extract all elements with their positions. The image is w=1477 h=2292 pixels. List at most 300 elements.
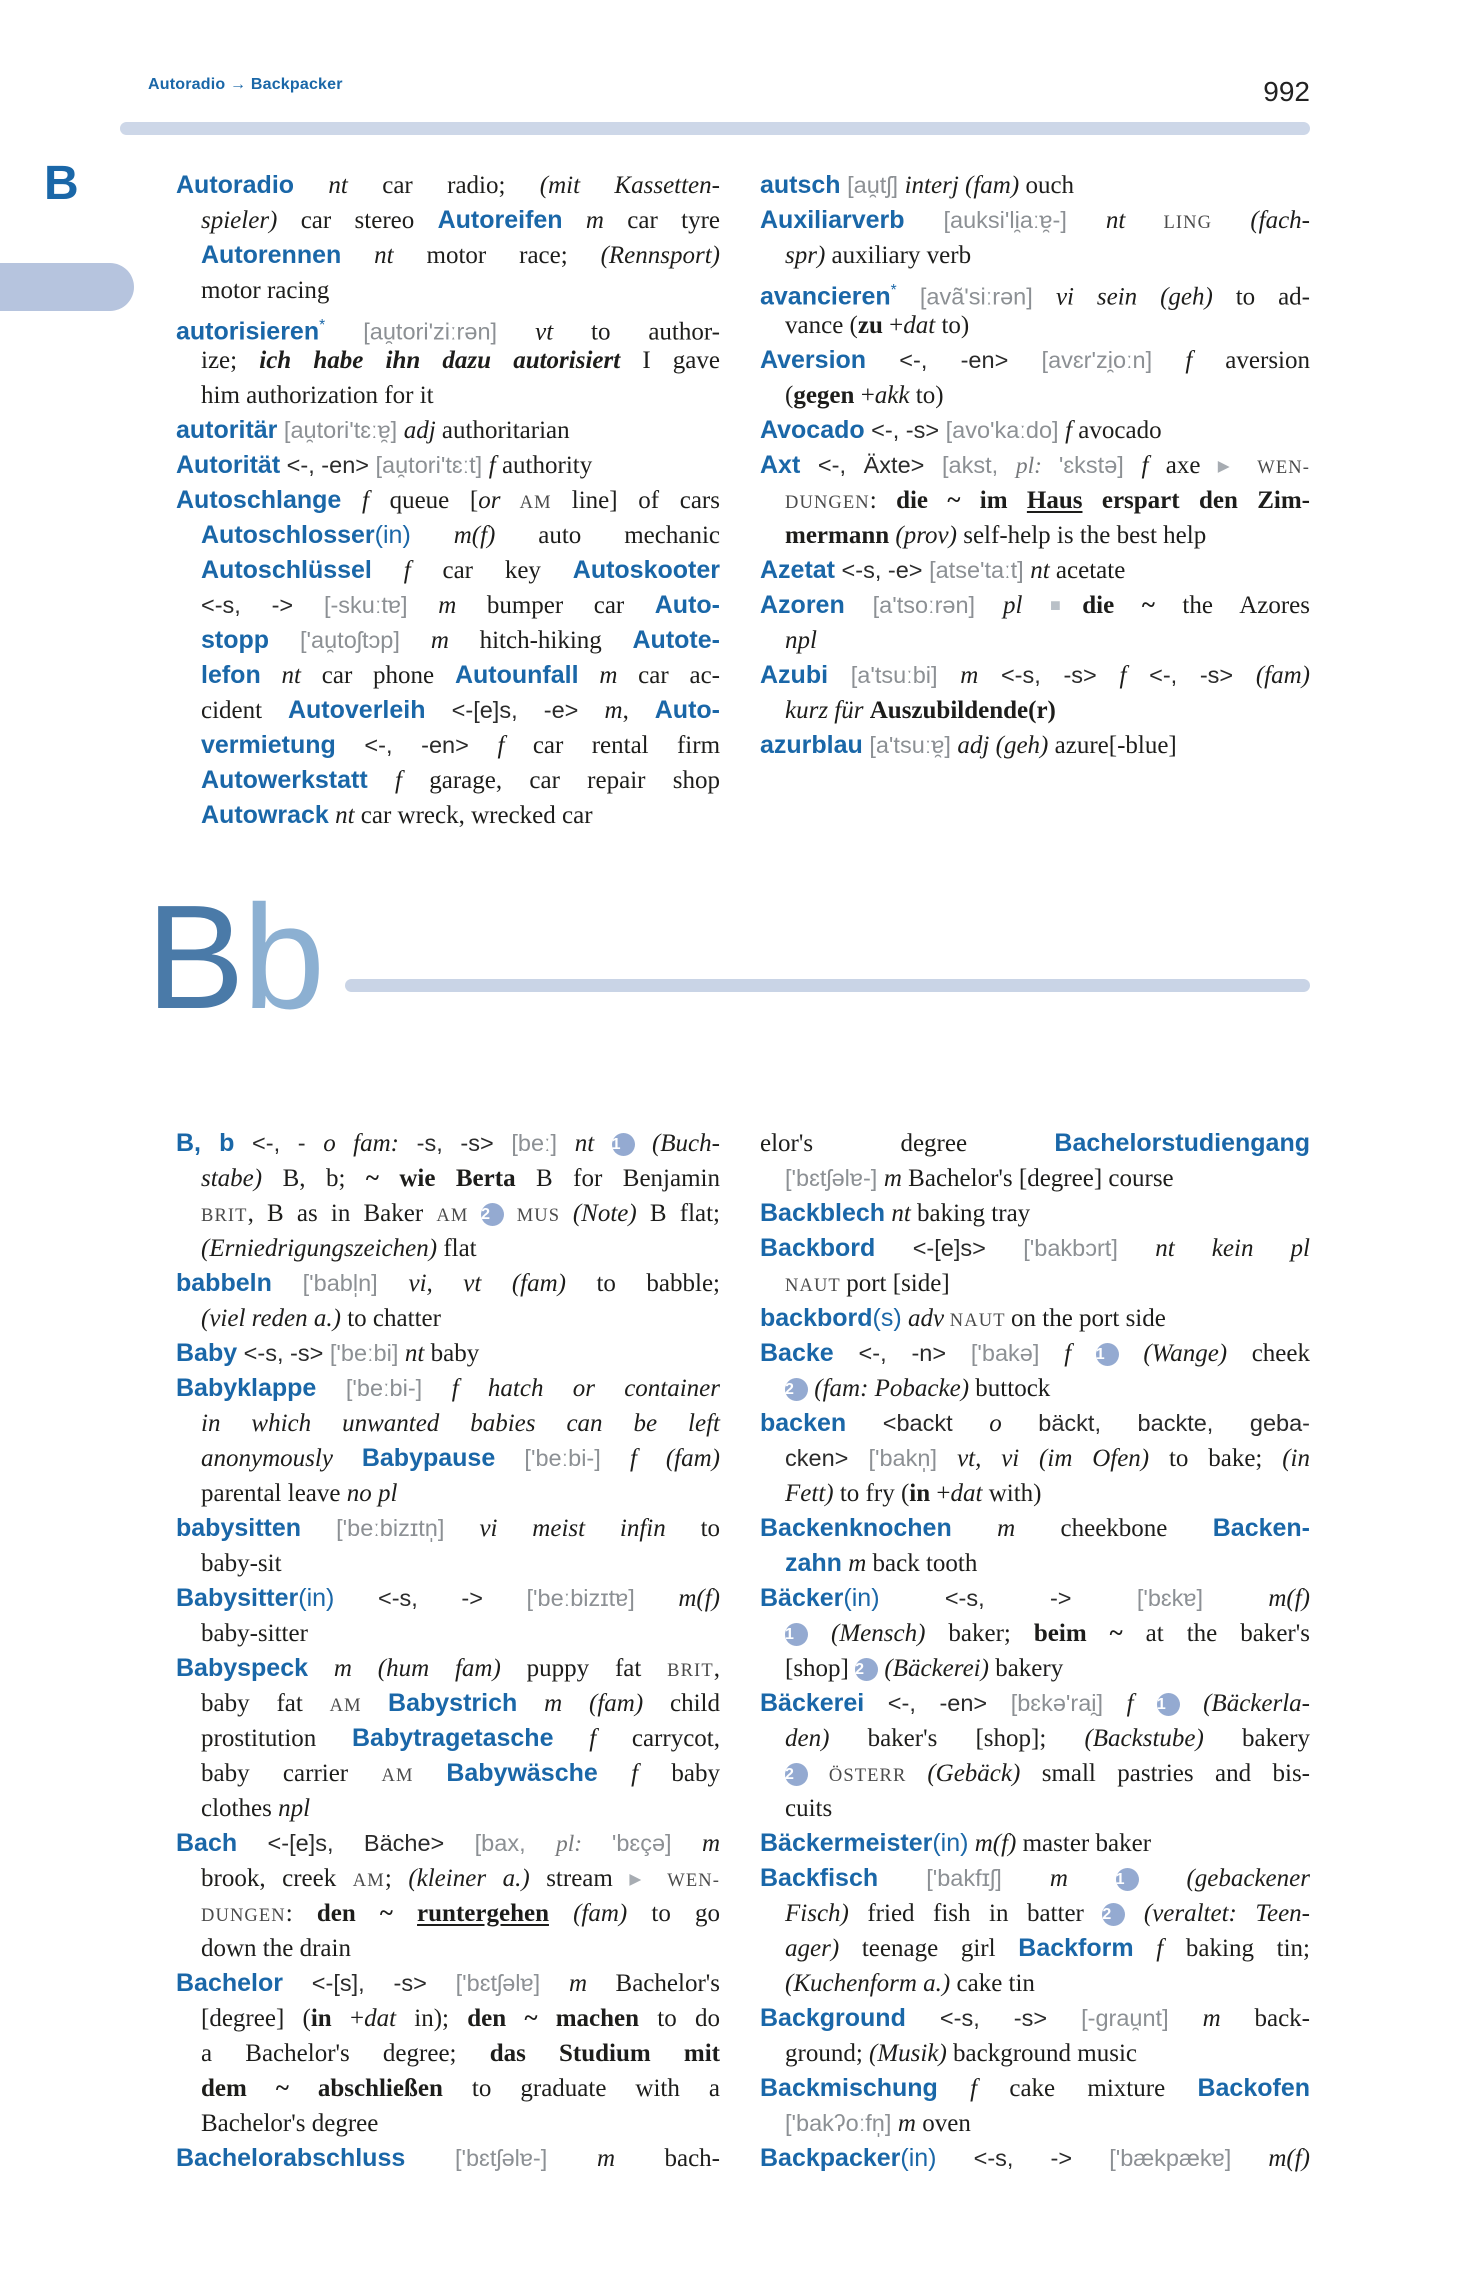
sense-number-badge: 2 (481, 1203, 504, 1226)
dictionary-line (760, 1441, 1310, 1476)
usage-region-label: AM (500, 493, 572, 513)
text-run: the Azores (1154, 592, 1311, 619)
dictionary-line (760, 518, 1310, 553)
text-run: buttock (975, 1375, 1051, 1402)
dictionary-line (760, 588, 1310, 623)
sense-label-italic: f (367, 767, 430, 794)
text-run: : (285, 1900, 317, 1927)
text-run: a Bachelor's degree; (201, 2040, 490, 2067)
sense-label-italic: (fach- (1250, 207, 1311, 234)
dictionary-line (176, 273, 720, 308)
usage-region-label: BRIT (201, 1206, 248, 1226)
sense-label-italic: m(f) (410, 522, 539, 549)
text-run: oven (922, 2110, 971, 2137)
headword: azurblau (760, 731, 863, 759)
dictionary-line (176, 1406, 720, 1441)
dictionary-line (760, 1336, 1310, 1371)
sense-label-italic: m (hum fam) (308, 1655, 527, 1682)
headword: babbeln (176, 1269, 272, 1297)
sense-label-italic: m (1049, 1865, 1116, 1892)
dictionary-line (176, 378, 720, 413)
headword: Backofen (1197, 2074, 1310, 2102)
headword: stopp (201, 626, 270, 654)
sense-label-italic: f (1141, 452, 1166, 479)
headword: babysitten (176, 1514, 302, 1542)
text-run: bumper car (486, 592, 655, 619)
sense-label-italic: (Buch- (634, 1130, 720, 1157)
sense-number-badge: 1 (1096, 1343, 1119, 1366)
text-run: I gave (620, 347, 720, 374)
headword: zahn (785, 1549, 842, 1577)
ipa-pronunciation: [-skuːtɐ] (323, 592, 439, 618)
margin-letter-tab: B (44, 157, 79, 210)
ipa-pronunciation: [au̯tori'ziːrən] (325, 318, 536, 345)
text-run: small pastries and bis- (1041, 1760, 1310, 1787)
bold-phrase: ~ wie Berta (365, 1165, 516, 1192)
sense-label-italic: m (960, 662, 979, 689)
sense-label-italic: vi sein (geh) (1055, 283, 1236, 311)
headword: autorisieren (176, 317, 320, 346)
page-number: 992 (1263, 76, 1310, 107)
ipa-pronunciation: ['bakə] (970, 1340, 1065, 1366)
sense-label-italic: (Bäckerei) (878, 1655, 996, 1682)
sense-label-italic: m(f) (678, 1585, 720, 1612)
text-run: baby fat (201, 1690, 330, 1717)
inflection-info: <-s, -> (936, 2145, 1110, 2171)
sense-number-badge: 2 (1102, 1903, 1125, 1926)
dictionary-line (176, 1721, 720, 1756)
text-run: back tooth (872, 1550, 978, 1577)
text-run: , (622, 697, 655, 724)
text-run: to author- (553, 318, 721, 346)
sense-label-italic: nt (885, 1200, 918, 1227)
sense-label-italic: f (1185, 347, 1226, 374)
sense-label-italic: m (578, 662, 639, 689)
dictionary-line (760, 1616, 1310, 1651)
headword-suffix: (in) (932, 1829, 969, 1857)
column-bottom-right (760, 1126, 1310, 2176)
text-run: queue [ (389, 487, 479, 514)
text-run: + (930, 1480, 951, 1507)
headword: Backform (1018, 1934, 1134, 1962)
text-run: fried fish in batter (867, 1900, 1103, 1927)
ipa-pronunciation: ['bækpækɐ] (1109, 2145, 1269, 2171)
dictionary-line (176, 1826, 720, 1861)
inflection-info: <-s, -> (879, 1585, 1137, 1611)
sense-label-italic: f (597, 1760, 672, 1787)
text-run: motor racing (201, 277, 330, 304)
sense-label-italic: npl (785, 627, 817, 654)
sense-label-italic: f (488, 452, 496, 479)
sense-label-italic: m(f) (1268, 1585, 1310, 1612)
sense-label-italic: o (989, 1410, 1002, 1437)
text-run: auxiliary verb (831, 242, 972, 269)
dictionary-line (176, 518, 720, 553)
headword-suffix: (in) (298, 1584, 335, 1612)
sense-label-italic: m (596, 2145, 665, 2172)
ipa-pronunciation: ['bakbɔrt] (1023, 1235, 1156, 1261)
inflection-info: <-, -en> (866, 347, 1042, 373)
text-run: to) (935, 312, 970, 339)
bold-phrase: den ~ (316, 1900, 418, 1927)
sense-label-italic: dat (903, 312, 936, 339)
dictionary-line (760, 483, 1310, 518)
inflection-info: cken> (785, 1445, 869, 1471)
text-run: car ac- (638, 662, 720, 689)
sense-label-italic: (Mensch) (808, 1620, 949, 1647)
sense-label-italic: adj (403, 417, 436, 444)
headword: Autoskooter (572, 556, 720, 584)
sense-label-italic: m (951, 1515, 1061, 1542)
dictionary-line (176, 1651, 720, 1686)
dictionary-line (760, 378, 1310, 413)
sense-label-italic: (fam) (548, 1900, 652, 1927)
text-run: baby (671, 1760, 720, 1787)
dictionary-line (760, 2001, 1310, 2036)
headword: Babypause (361, 1444, 496, 1472)
dictionary-line (760, 1966, 1310, 2001)
sense-label-italic: (gebackener (1138, 1865, 1310, 1892)
headword: Autorennen (201, 241, 342, 269)
headword: Axt (760, 451, 801, 479)
sense-label-italic: m (897, 2110, 923, 2137)
ipa-pronunciation: ['bɛkɐ] (1136, 1585, 1269, 1611)
stressed-word: runtergehen (417, 1900, 549, 1927)
ipa-pronunciation: ['bɛtʃəlɐ-] (785, 1165, 884, 1191)
column-top-left (176, 168, 720, 833)
text-run: cident (201, 697, 288, 724)
headword: Backenknochen (760, 1514, 952, 1542)
sense-label-italic: f hatch or container (451, 1375, 721, 1402)
text-run: to do (639, 2005, 720, 2032)
text-run: garage, car repair shop (429, 767, 720, 794)
text-run: on the port side (1011, 1305, 1166, 1332)
text-run: acetate (1055, 557, 1126, 584)
ipa-pronunciation: ['babl̩n] (271, 1270, 409, 1296)
sense-label-italic: nt (1030, 557, 1056, 584)
dictionary-line (760, 343, 1310, 378)
text-run: brook, creek (201, 1865, 353, 1892)
headword: Babysitter (176, 1584, 299, 1612)
dictionary-line (176, 2001, 720, 2036)
headword: Bäcker (760, 1584, 844, 1612)
text-run: master baker (1022, 1830, 1152, 1857)
sense-label-italic: den) (785, 1725, 868, 1752)
ipa-pronunciation: [bɛkə'rai̯] (1010, 1690, 1127, 1716)
sense-label-italic: adv (901, 1305, 945, 1332)
dictionary-line (760, 1546, 1310, 1581)
dictionary-line (176, 2106, 720, 2141)
sense-label-italic: m(f) (1268, 2145, 1310, 2172)
sense-label-italic: f (1119, 662, 1127, 689)
text-run: auto mechanic (538, 522, 720, 549)
margin-tab-bar (0, 263, 134, 311)
sense-label-italic: anonymously (201, 1445, 362, 1472)
sense-label-italic: m (841, 1550, 873, 1577)
dictionary-line (176, 1616, 720, 1651)
dictionary-line (176, 1546, 720, 1581)
headword: Autorität (176, 451, 281, 479)
sense-label-italic: Fett) (785, 1480, 840, 1507)
header-rule (120, 122, 1310, 135)
text-run: ize; (201, 347, 260, 374)
dictionary-line (760, 1756, 1310, 1791)
dictionary-line (176, 2141, 720, 2176)
text-run: baker's [shop]; (867, 1725, 1085, 1752)
text-run: clothes (201, 1795, 279, 1822)
headword: Babystrich (388, 1689, 518, 1717)
inflection-info: <-[s], -s> (282, 1970, 456, 1996)
dictionary-line (760, 448, 1310, 483)
text-run: car wreck, wrecked car (360, 802, 593, 829)
inflection-info: <-, -en> (864, 1690, 1011, 1716)
text-run: car rental firm (532, 732, 721, 759)
dictionary-line (760, 1231, 1310, 1266)
text-run: car radio; (382, 172, 540, 199)
text-run: + (882, 312, 904, 339)
text-run: azure[-blue] (1054, 732, 1177, 759)
sense-label-italic: npl (278, 1795, 311, 1822)
usage-region-label: ÖSTERR (808, 1766, 928, 1786)
text-run: avocado (1078, 417, 1162, 444)
dictionary-line (176, 1266, 720, 1301)
dictionary-line (760, 1651, 1310, 1686)
inflection-info: bäckt, backte, geba- (1001, 1410, 1311, 1436)
dictionary-line (176, 448, 720, 483)
dictionary-line (760, 1791, 1310, 1826)
dictionary-line (760, 2071, 1310, 2106)
ipa-pronunciation: ['beːbi-] (316, 1375, 452, 1401)
sense-label-italic: f (1064, 1340, 1096, 1367)
headword: autoritär (176, 416, 278, 444)
usage-region-label: DUNGEN (785, 493, 870, 513)
sense-label-italic: (Gebäck) (927, 1760, 1042, 1787)
bold-phrase: in (310, 2005, 332, 2032)
text-run: at the baker's (1122, 1620, 1310, 1647)
text-run: Bachelor's (615, 1970, 720, 1997)
usage-region-label: LING (1125, 213, 1251, 233)
sense-number-badge: 1 (785, 1623, 808, 1646)
headword: Autowrack (201, 801, 329, 829)
text-run: cheekbone (1060, 1515, 1213, 1542)
text-run: line] of cars (571, 487, 720, 514)
section-divider (146, 875, 1310, 1040)
dictionary-line (760, 728, 1310, 763)
sense-label-italic: in which unwanted babies can be left (201, 1410, 720, 1437)
text-run: in); (396, 2005, 468, 2032)
headword: Autoschlange (176, 486, 342, 514)
sense-label-italic: nt (328, 802, 361, 829)
headword: Bäckerei (760, 1689, 865, 1717)
ipa-pronunciation: ['bakʔoːfn̩] (785, 2110, 898, 2136)
section-rule (345, 979, 1310, 992)
sense-label-italic: f (371, 557, 443, 584)
sense-label-italic: (prov) (895, 522, 964, 549)
dictionary-line (760, 1931, 1310, 1966)
headword: Autowerkstatt (201, 766, 368, 794)
text-run: port [side] (846, 1270, 950, 1297)
text-run: ouch (1025, 172, 1075, 199)
headword: backen (760, 1409, 847, 1437)
dictionary-line (176, 1791, 720, 1826)
headword: lefon (201, 661, 261, 689)
sense-label-italic: (viel reden a.) (201, 1305, 348, 1332)
dictionary-line (176, 1686, 720, 1721)
sense-number-badge: 2 (855, 1658, 878, 1681)
usage-region-label: AM (436, 1206, 482, 1226)
sense-label-italic: (Kuchenform a.) (785, 1970, 957, 1997)
dictionary-line (176, 1581, 720, 1616)
text-run: [shop] (785, 1655, 856, 1682)
dictionary-line (176, 623, 720, 658)
text-run: authority (495, 452, 593, 479)
dictionary-line (760, 2036, 1310, 2071)
dictionary-line (176, 1476, 720, 1511)
sense-label-italic: m (701, 1830, 720, 1857)
headword-suffix: (s) (872, 1304, 902, 1332)
dictionary-line (176, 588, 720, 623)
headword: Babyspeck (176, 1654, 309, 1682)
dictionary-line (176, 203, 720, 238)
text-run: puppy fat (526, 1655, 668, 1682)
text-run: baby-sit (201, 1550, 282, 1577)
ipa-pronunciation: [atse'taːt] (929, 557, 1031, 583)
dictionary-line (760, 1511, 1310, 1546)
usage-region-label: AM (381, 1766, 447, 1786)
dictionary-line (760, 1896, 1310, 1931)
irregular-verb-asterisk: * (890, 282, 897, 299)
dictionary-line (176, 1861, 720, 1896)
text-run: to graduate with a (442, 2075, 720, 2102)
text-run: [degree] ( (201, 2005, 311, 2032)
inflection-info: <-, Äxte> (800, 452, 943, 478)
text-run: baby-sitter (201, 1620, 308, 1647)
text-run: hitch-hiking (479, 627, 633, 654)
ipa-pronunciation: ['beːbi] (329, 1340, 405, 1366)
sense-label-italic: m (430, 627, 480, 654)
bold-phrase: zu (857, 312, 883, 339)
ipa-plural-label: pl: (1015, 453, 1059, 479)
headword: B, b (176, 1129, 235, 1157)
sense-label-italic: m (562, 207, 628, 234)
sense-label-italic: stabe) (201, 1165, 283, 1192)
ipa-pronunciation: ['bɛtʃəlɐ] (455, 1970, 569, 1996)
dictionary-line (176, 238, 720, 273)
sense-label-italic: (Rennsport) (600, 242, 720, 269)
headword: avancieren (760, 282, 891, 311)
dictionary-line (176, 763, 720, 798)
sense-label-italic: nt (260, 662, 322, 689)
text-run: with) (982, 1480, 1042, 1507)
sense-label-italic: dat (950, 1480, 983, 1507)
idiom-arrow-icon: ▶ (629, 1871, 652, 1888)
sense-label-italic: m (604, 697, 623, 724)
inflection-info: <-, -n> (833, 1340, 971, 1366)
dictionary-line (176, 2071, 720, 2106)
bold-phrase: dem ~ abschließen (201, 2075, 443, 2102)
ipa-pronunciation: [au̯tʃ] (840, 172, 905, 198)
text-run: stream (546, 1865, 630, 1892)
headword: Backmischung (760, 2074, 938, 2102)
headword: vermietung (201, 731, 336, 759)
headword: Autoschlosser (201, 521, 375, 549)
dictionary-line (760, 1721, 1310, 1756)
sense-label-italic: (Note) (572, 1200, 650, 1227)
dictionary-line (760, 413, 1310, 448)
bold-phrase: den ~ machen (467, 2005, 640, 2032)
usage-region-label: AM (352, 1871, 385, 1891)
dictionary-line (176, 1511, 720, 1546)
text-run: cuits (785, 1795, 833, 1822)
headword: Baby (176, 1339, 238, 1367)
headword: Autoradio (176, 171, 295, 199)
text-run: background music (953, 2040, 1138, 2067)
column-top-right (760, 168, 1310, 763)
headword: Bachelorabschluss (176, 2144, 406, 2172)
bold-phrase: mermann (785, 522, 896, 549)
text-run: baby carrier (201, 1760, 382, 1787)
sense-label-italic: f (937, 2075, 1010, 2102)
headword: Backfisch (760, 1864, 879, 1892)
text-run: ground; (785, 2040, 870, 2067)
ipa-pronunciation: [avo'kaːdo] (945, 417, 1066, 443)
ipa-pronunciation: [bax, (474, 1830, 556, 1856)
text-run: cake mixture (1009, 2075, 1198, 2102)
inflection-info: <-s, -> (201, 592, 324, 618)
dictionary-line (176, 1896, 720, 1931)
sense-label-italic: (in (1282, 1445, 1310, 1472)
text-run: authoritarian (435, 417, 570, 444)
text-run: aversion (1225, 347, 1310, 374)
headword: Bachelorstudiengang (1054, 1129, 1310, 1157)
dictionary-line (760, 658, 1310, 693)
dictionary-line (760, 1686, 1310, 1721)
headword-suffix: (in) (843, 1584, 880, 1612)
dictionary-line (176, 1756, 720, 1791)
text-run: car phone (321, 662, 455, 689)
text-run: Bachelor's degree (201, 2110, 379, 2137)
bold-phrase: die ~ (1082, 592, 1155, 619)
example-phrase: ich habe ihn dazu autorisiert (259, 347, 621, 374)
text-run: Bachelor's [degree] course (908, 1165, 1174, 1192)
sense-label-italic: (Wange) (1118, 1340, 1252, 1367)
usage-region-label: NAUT (785, 1276, 847, 1296)
sense-label-italic: Fisch) (785, 1900, 868, 1927)
dictionary-line (176, 1336, 720, 1371)
text-run: to chatter (347, 1305, 441, 1332)
text-run: to) (909, 382, 944, 409)
sense-label-italic: spieler) (201, 207, 278, 234)
text-run: carrycot, (631, 1725, 720, 1752)
sense-label-italic: f (1133, 1935, 1186, 1962)
usage-region-label: MUS (504, 1206, 573, 1226)
dictionary-line (760, 1581, 1310, 1616)
text-run: to babble; (596, 1270, 721, 1297)
inflection-info: <-s, -s> (905, 2005, 1082, 2031)
usage-region-label: BRIT (667, 1661, 714, 1681)
dictionary-line (760, 1861, 1310, 1896)
text-run: prostitution (201, 1725, 352, 1752)
usage-region-label: WEN- (1240, 458, 1311, 478)
sense-label-italic: f (553, 1725, 632, 1752)
dictionary-line (760, 2141, 1310, 2176)
inflection-info: <-s, -> (334, 1585, 527, 1611)
headword: Autoreifen (437, 206, 563, 234)
dictionary-line (760, 1406, 1310, 1441)
ipa-pronunciation: [a'tsuːbi] (828, 662, 961, 688)
dictionary-line (760, 238, 1310, 273)
dictionary-line (760, 1196, 1310, 1231)
